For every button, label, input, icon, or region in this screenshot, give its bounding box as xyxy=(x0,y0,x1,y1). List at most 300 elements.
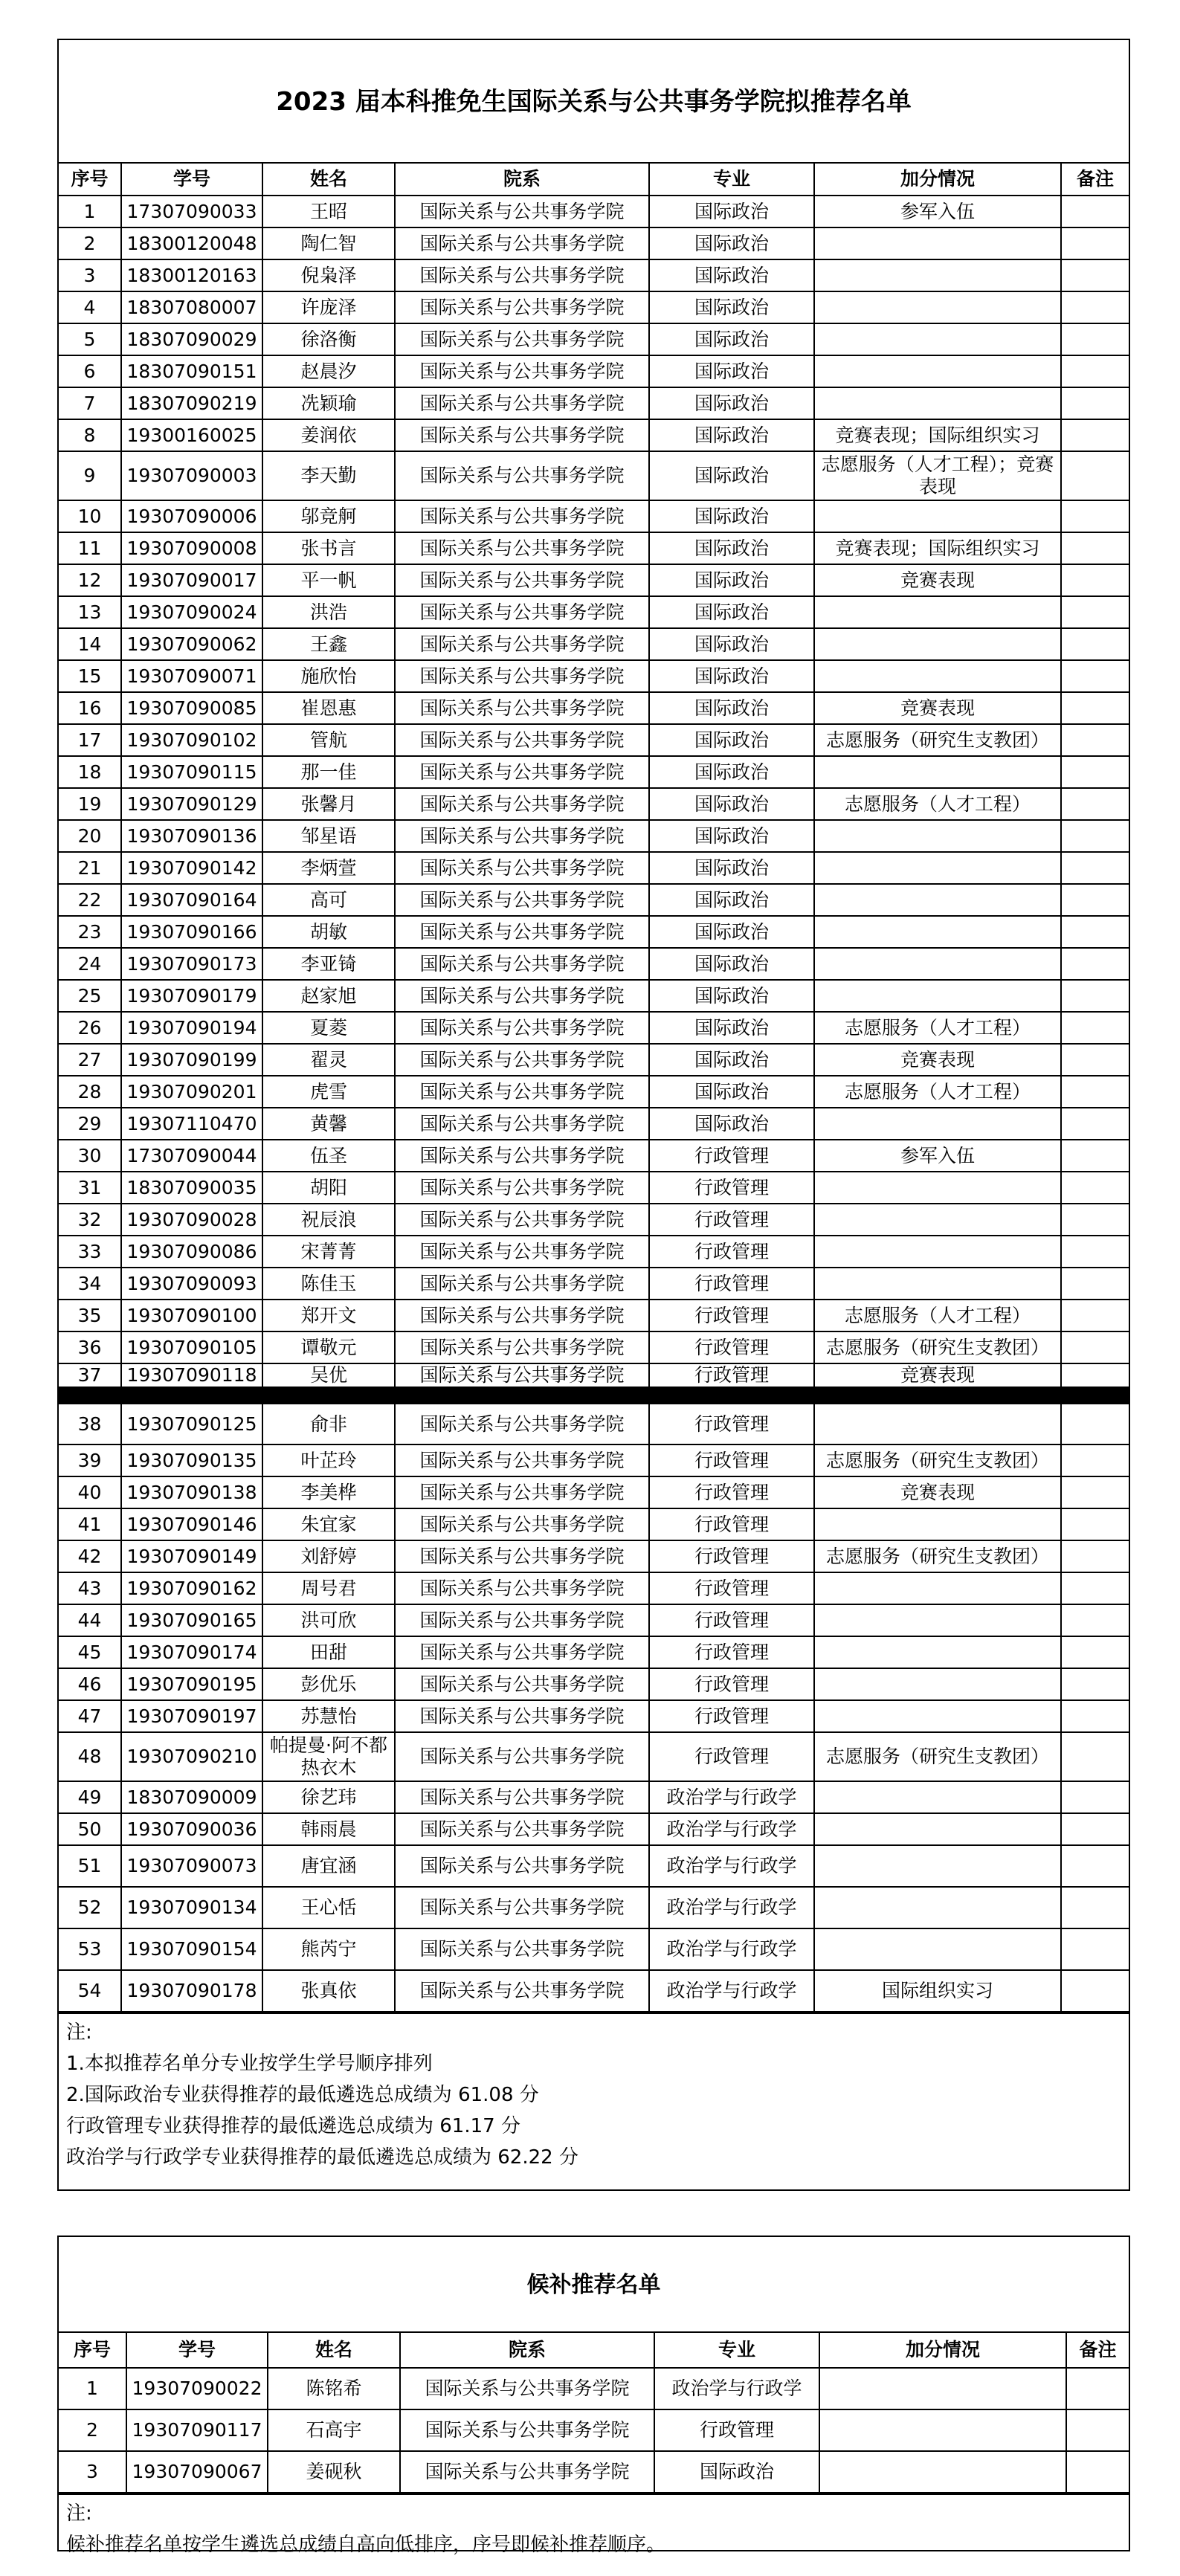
table-row xyxy=(59,1781,1129,1813)
table-row xyxy=(59,387,1129,419)
cell-student-id: 19307090102 xyxy=(121,724,262,756)
cell-name: 张真依 xyxy=(262,1970,395,2012)
cell-bonus: 志愿服务（人才工程） xyxy=(814,788,1061,820)
cell-remarks xyxy=(1061,291,1129,323)
cell-name: 黄馨 xyxy=(262,1108,395,1140)
cell-student-id: 19307090134 xyxy=(121,1887,262,1928)
cell-index: 14 xyxy=(59,628,121,660)
cell-department: 国际关系与公共事务学院 xyxy=(400,2409,654,2451)
table-row xyxy=(59,1012,1129,1044)
cell-student-id: 19307090165 xyxy=(121,1604,262,1636)
cell-bonus: 竞赛表现；国际组织实习 xyxy=(814,419,1061,451)
column-header: 序号 xyxy=(59,2333,126,2368)
cell-name: 虎雪 xyxy=(262,1076,395,1108)
cell-student-id: 19307090036 xyxy=(121,1813,262,1845)
table-row xyxy=(59,1268,1129,1300)
table-row xyxy=(59,355,1129,387)
cell-bonus xyxy=(814,1268,1061,1300)
cell-student-id: 19307090085 xyxy=(121,692,262,724)
cell-bonus xyxy=(814,948,1061,980)
cell-remarks xyxy=(1061,1204,1129,1236)
cell-index: 11 xyxy=(59,532,121,564)
cell-index: 28 xyxy=(59,1076,121,1108)
cell-department: 国际关系与公共事务学院 xyxy=(395,980,649,1012)
table-row xyxy=(59,1700,1129,1732)
cell-student-id: 19307090062 xyxy=(121,628,262,660)
cell-index: 50 xyxy=(59,1813,121,1845)
cell-name: 施欣怡 xyxy=(262,660,395,692)
cell-index: 41 xyxy=(59,1508,121,1540)
table-row xyxy=(59,451,1129,500)
cell-student-id: 19307090117 xyxy=(126,2409,268,2451)
cell-department: 国际关系与公共事务学院 xyxy=(395,227,649,259)
table-row xyxy=(59,1363,1129,1395)
cell-remarks xyxy=(1061,1572,1129,1604)
cell-student-id: 18307090009 xyxy=(121,1781,262,1813)
cell-index: 42 xyxy=(59,1540,121,1572)
cell-name: 朱宜家 xyxy=(262,1508,395,1540)
cell-major: 行政管理 xyxy=(649,1508,814,1540)
table-row xyxy=(59,948,1129,980)
cell-index: 26 xyxy=(59,1012,121,1044)
cell-major: 政治学与行政学 xyxy=(649,1887,814,1928)
cell-bonus: 竞赛表现；国际组织实习 xyxy=(814,532,1061,564)
cell-student-id: 19307090024 xyxy=(121,596,262,628)
note-line: 行政管理专业获得推荐的最低遴选总成绩为 61.17 分 xyxy=(66,2115,520,2137)
cell-student-id: 19307090086 xyxy=(121,1236,262,1268)
table-row xyxy=(59,1331,1129,1363)
cell-name: 陶仁智 xyxy=(262,227,395,259)
cell-major: 行政管理 xyxy=(649,1476,814,1508)
cell-index: 30 xyxy=(59,1140,121,1172)
cell-index: 35 xyxy=(59,1300,121,1331)
cell-department: 国际关系与公共事务学院 xyxy=(395,1444,649,1476)
column-header: 姓名 xyxy=(268,2333,400,2368)
cell-major: 行政管理 xyxy=(649,1140,814,1172)
cell-department: 国际关系与公共事务学院 xyxy=(395,419,649,451)
cell-student-id: 19300160025 xyxy=(121,419,262,451)
cell-student-id: 18307090219 xyxy=(121,387,262,419)
cell-student-id: 19307090017 xyxy=(121,564,262,596)
cell-bonus xyxy=(814,291,1061,323)
cell-student-id: 18307090151 xyxy=(121,355,262,387)
cell-remarks xyxy=(1061,532,1129,564)
table-row xyxy=(59,532,1129,564)
table-row xyxy=(59,1540,1129,1572)
cell-bonus xyxy=(814,1236,1061,1268)
column-header: 备注 xyxy=(1066,2333,1129,2368)
cell-bonus xyxy=(814,884,1061,916)
cell-remarks xyxy=(1066,2451,1129,2493)
cell-remarks xyxy=(1061,1012,1129,1044)
table-row xyxy=(59,596,1129,628)
cell-student-id: 19307090142 xyxy=(121,852,262,884)
cell-department: 国际关系与公共事务学院 xyxy=(395,1845,649,1887)
cell-name: 赵晨汐 xyxy=(262,355,395,387)
table-row xyxy=(59,692,1129,724)
table-row xyxy=(59,1970,1129,2012)
cell-student-id: 19307090105 xyxy=(121,1331,262,1363)
cell-department: 国际关系与公共事务学院 xyxy=(395,724,649,756)
cell-index: 44 xyxy=(59,1604,121,1636)
cell-bonus: 志愿服务（研究生支教团） xyxy=(814,1444,1061,1476)
cell-bonus: 参军入伍 xyxy=(814,196,1061,227)
cell-department: 国际关系与公共事务学院 xyxy=(395,1204,649,1236)
cell-name: 张书言 xyxy=(262,532,395,564)
column-header: 加分情况 xyxy=(819,2333,1066,2368)
cell-name: 那一佳 xyxy=(262,756,395,788)
cell-index: 2 xyxy=(59,227,121,259)
cell-bonus xyxy=(814,852,1061,884)
cell-name: 胡阳 xyxy=(262,1172,395,1204)
cell-name: 李炳萱 xyxy=(262,852,395,884)
cell-name: 邹星语 xyxy=(262,820,395,852)
table-row xyxy=(59,756,1129,788)
cell-index: 51 xyxy=(59,1845,121,1887)
cell-bonus xyxy=(814,1508,1061,1540)
cell-bonus: 志愿服务（研究生支教团） xyxy=(814,1540,1061,1572)
cell-index: 23 xyxy=(59,916,121,948)
cell-student-id: 19307090135 xyxy=(121,1444,262,1476)
cell-name: 陈铭希 xyxy=(268,2368,400,2409)
table-row xyxy=(59,628,1129,660)
cell-department: 国际关系与公共事务学院 xyxy=(395,1604,649,1636)
cell-remarks xyxy=(1061,1508,1129,1540)
cell-remarks xyxy=(1061,451,1129,500)
cell-major: 政治学与行政学 xyxy=(649,1813,814,1845)
cell-name: 祝辰浪 xyxy=(262,1204,395,1236)
cell-name: 胡敏 xyxy=(262,916,395,948)
table-row xyxy=(59,2368,1129,2409)
cell-index: 24 xyxy=(59,948,121,980)
cell-student-id: 18307080007 xyxy=(121,291,262,323)
cell-student-id: 19307090136 xyxy=(121,820,262,852)
cell-student-id: 19307090194 xyxy=(121,1012,262,1044)
cell-index: 38 xyxy=(59,1395,121,1444)
cell-index: 25 xyxy=(59,980,121,1012)
cell-student-id: 18307090035 xyxy=(121,1172,262,1204)
cell-student-id: 19307090073 xyxy=(121,1845,262,1887)
cell-major: 国际政治 xyxy=(649,692,814,724)
table-row xyxy=(59,1476,1129,1508)
cell-remarks xyxy=(1061,1845,1129,1887)
column-header: 学号 xyxy=(121,164,262,196)
cell-major: 国际政治 xyxy=(649,291,814,323)
cell-department: 国际关系与公共事务学院 xyxy=(395,355,649,387)
cell-bonus: 志愿服务（研究生支教团） xyxy=(814,1732,1061,1781)
cell-student-id: 17307090044 xyxy=(121,1140,262,1172)
table-row xyxy=(59,1845,1129,1887)
main-list-section xyxy=(57,39,1130,2191)
column-header: 学号 xyxy=(126,2333,268,2368)
cell-name: 崔恩惠 xyxy=(262,692,395,724)
column-header: 加分情况 xyxy=(814,164,1061,196)
cell-bonus xyxy=(819,2451,1066,2493)
cell-student-id: 19307090100 xyxy=(121,1300,262,1331)
cell-bonus xyxy=(814,323,1061,355)
cell-bonus xyxy=(814,1572,1061,1604)
cell-index: 29 xyxy=(59,1108,121,1140)
cell-remarks xyxy=(1061,660,1129,692)
cell-remarks xyxy=(1061,1172,1129,1204)
cell-student-id: 19307090093 xyxy=(121,1268,262,1300)
cell-remarks xyxy=(1066,2368,1129,2409)
cell-index: 21 xyxy=(59,852,121,884)
table-row xyxy=(59,323,1129,355)
cell-bonus: 志愿服务（人才工程） xyxy=(814,1300,1061,1331)
table-row xyxy=(59,1140,1129,1172)
cell-index: 43 xyxy=(59,1572,121,1604)
table-row xyxy=(59,1204,1129,1236)
cell-major: 国际政治 xyxy=(649,323,814,355)
cell-index: 27 xyxy=(59,1044,121,1076)
cell-major: 国际政治 xyxy=(649,1076,814,1108)
cell-index: 9 xyxy=(59,451,121,500)
cell-student-id: 19307090071 xyxy=(121,660,262,692)
cell-remarks xyxy=(1061,1732,1129,1781)
cell-department: 国际关系与公共事务学院 xyxy=(395,500,649,532)
cell-major: 行政管理 xyxy=(649,1172,814,1204)
table-row xyxy=(59,227,1129,259)
cell-index: 39 xyxy=(59,1444,121,1476)
cell-name: 管航 xyxy=(262,724,395,756)
cell-index: 54 xyxy=(59,1970,121,2012)
cell-major: 行政管理 xyxy=(649,1572,814,1604)
cell-bonus: 志愿服务（研究生支教团） xyxy=(814,1331,1061,1363)
cell-student-id: 19307090008 xyxy=(121,532,262,564)
cell-index: 5 xyxy=(59,323,121,355)
cell-major: 国际政治 xyxy=(649,1108,814,1140)
cell-index: 18 xyxy=(59,756,121,788)
cell-name: 陈佳玉 xyxy=(262,1268,395,1300)
column-header: 姓名 xyxy=(262,164,395,196)
cell-student-id: 19307090195 xyxy=(121,1668,262,1700)
cell-major: 国际政治 xyxy=(649,916,814,948)
table-row xyxy=(59,500,1129,532)
table-row xyxy=(59,1395,1129,1444)
cell-remarks xyxy=(1061,1970,1129,2012)
cell-index: 33 xyxy=(59,1236,121,1268)
cell-remarks xyxy=(1061,1887,1129,1928)
cell-major: 国际政治 xyxy=(649,660,814,692)
cell-bonus xyxy=(814,1845,1061,1887)
cell-name: 高可 xyxy=(262,884,395,916)
cell-bonus xyxy=(814,1204,1061,1236)
cell-bonus xyxy=(814,756,1061,788)
cell-index: 6 xyxy=(59,355,121,387)
cell-major: 国际政治 xyxy=(649,355,814,387)
cell-department: 国际关系与公共事务学院 xyxy=(395,1887,649,1928)
cell-department: 国际关系与公共事务学院 xyxy=(400,2368,654,2409)
cell-remarks xyxy=(1061,628,1129,660)
cell-bonus xyxy=(814,227,1061,259)
table-row xyxy=(59,1887,1129,1928)
cell-remarks xyxy=(1066,2409,1129,2451)
cell-major: 行政管理 xyxy=(649,1204,814,1236)
cell-name: 吴优 xyxy=(262,1363,395,1395)
table-row xyxy=(59,1732,1129,1781)
cell-department: 国际关系与公共事务学院 xyxy=(395,820,649,852)
cell-major: 行政管理 xyxy=(649,1604,814,1636)
cell-student-id: 19307090146 xyxy=(121,1508,262,1540)
cell-department: 国际关系与公共事务学院 xyxy=(395,852,649,884)
cell-major: 国际政治 xyxy=(649,628,814,660)
column-header: 序号 xyxy=(59,164,121,196)
cell-major: 国际政治 xyxy=(649,387,814,419)
cell-index: 53 xyxy=(59,1928,121,1970)
cell-department: 国际关系与公共事务学院 xyxy=(395,1508,649,1540)
cell-student-id: 19307090199 xyxy=(121,1044,262,1076)
cell-name: 刘舒婷 xyxy=(262,1540,395,1572)
cell-index: 2 xyxy=(59,2409,126,2451)
cell-department: 国际关系与公共事务学院 xyxy=(395,291,649,323)
cell-major: 国际政治 xyxy=(649,1012,814,1044)
cell-student-id: 19307090174 xyxy=(121,1636,262,1668)
alternate-title: 候补推荐名单 xyxy=(59,2237,1129,2333)
cell-name: 洪可欣 xyxy=(262,1604,395,1636)
table-row xyxy=(59,916,1129,948)
cell-name: 俞非 xyxy=(262,1395,395,1444)
note-line: 政治学与行政学专业获得推荐的最低遴选总成绩为 62.22 分 xyxy=(66,2146,578,2169)
cell-department: 国际关系与公共事务学院 xyxy=(395,1476,649,1508)
cell-bonus: 竞赛表现 xyxy=(814,1363,1061,1395)
cell-major: 行政管理 xyxy=(649,1363,814,1395)
cell-name: 倪枭泽 xyxy=(262,259,395,291)
cell-department: 国际关系与公共事务学院 xyxy=(395,1636,649,1668)
cell-index: 1 xyxy=(59,2368,126,2409)
cell-name: 叶芷玲 xyxy=(262,1444,395,1476)
table-row xyxy=(59,788,1129,820)
note-line: 候补推荐名单按学生遴选总成绩自高向低排序，序号即候补推荐顺序。 xyxy=(66,2534,666,2556)
cell-student-id: 19307090138 xyxy=(121,1476,262,1508)
cell-major: 政治学与行政学 xyxy=(649,1845,814,1887)
cell-bonus xyxy=(819,2409,1066,2451)
cell-department: 国际关系与公共事务学院 xyxy=(395,1572,649,1604)
cell-name: 翟灵 xyxy=(262,1044,395,1076)
table-row xyxy=(59,1508,1129,1540)
cell-department: 国际关系与公共事务学院 xyxy=(395,564,649,596)
cell-remarks xyxy=(1061,1363,1129,1395)
cell-department: 国际关系与公共事务学院 xyxy=(400,2451,654,2493)
cell-student-id: 19307090166 xyxy=(121,916,262,948)
cell-name: 田甜 xyxy=(262,1636,395,1668)
cell-department: 国际关系与公共事务学院 xyxy=(395,196,649,227)
cell-major: 行政管理 xyxy=(649,1636,814,1668)
cell-student-id: 19307090173 xyxy=(121,948,262,980)
cell-department: 国际关系与公共事务学院 xyxy=(395,692,649,724)
cell-bonus xyxy=(814,1781,1061,1813)
cell-index: 1 xyxy=(59,196,121,227)
cell-bonus: 竞赛表现 xyxy=(814,692,1061,724)
cell-bonus xyxy=(814,500,1061,532)
cell-major: 国际政治 xyxy=(649,884,814,916)
cell-bonus: 志愿服务（人才工程）；竞赛表现 xyxy=(814,451,1061,500)
column-header: 备注 xyxy=(1061,164,1129,196)
cell-index: 13 xyxy=(59,596,121,628)
cell-major: 国际政治 xyxy=(649,788,814,820)
cell-department: 国际关系与公共事务学院 xyxy=(395,1363,649,1395)
cell-name: 熊芮宁 xyxy=(262,1928,395,1970)
cell-remarks xyxy=(1061,820,1129,852)
cell-bonus xyxy=(814,1928,1061,1970)
cell-name: 宋菁菁 xyxy=(262,1236,395,1268)
cell-name: 李亚锜 xyxy=(262,948,395,980)
cell-student-id: 19307090129 xyxy=(121,788,262,820)
note-line: 注: xyxy=(66,2021,92,2044)
cell-index: 31 xyxy=(59,1172,121,1204)
cell-index: 49 xyxy=(59,1781,121,1813)
alternate-list-section xyxy=(57,2236,1130,2556)
cell-student-id: 19307090067 xyxy=(126,2451,268,2493)
cell-department: 国际关系与公共事务学院 xyxy=(395,1395,649,1444)
cell-major: 行政管理 xyxy=(649,1668,814,1700)
cell-bonus xyxy=(814,628,1061,660)
cell-remarks xyxy=(1061,1108,1129,1140)
cell-remarks xyxy=(1061,1044,1129,1076)
cell-department: 国际关系与公共事务学院 xyxy=(395,1300,649,1331)
cell-name: 姜砚秋 xyxy=(268,2451,400,2493)
cell-department: 国际关系与公共事务学院 xyxy=(395,756,649,788)
cell-remarks xyxy=(1061,1781,1129,1813)
cell-department: 国际关系与公共事务学院 xyxy=(395,1076,649,1108)
cell-name: 徐洛衡 xyxy=(262,323,395,355)
cell-major: 行政管理 xyxy=(654,2409,819,2451)
table-row xyxy=(59,291,1129,323)
main-table xyxy=(59,164,1129,2012)
cell-bonus xyxy=(814,1172,1061,1204)
cell-remarks xyxy=(1061,948,1129,980)
cell-remarks xyxy=(1061,788,1129,820)
cell-major: 国际政治 xyxy=(649,724,814,756)
cell-index: 20 xyxy=(59,820,121,852)
cell-student-id: 19307090115 xyxy=(121,756,262,788)
table-row xyxy=(59,1172,1129,1204)
cell-index: 17 xyxy=(59,724,121,756)
cell-index: 37 xyxy=(59,1363,121,1395)
cell-index: 8 xyxy=(59,419,121,451)
cell-major: 国际政治 xyxy=(649,948,814,980)
cell-bonus: 志愿服务（研究生支教团） xyxy=(814,724,1061,756)
cell-remarks xyxy=(1061,1476,1129,1508)
cell-name: 李美桦 xyxy=(262,1476,395,1508)
cell-department: 国际关系与公共事务学院 xyxy=(395,628,649,660)
cell-index: 32 xyxy=(59,1204,121,1236)
cell-remarks xyxy=(1061,196,1129,227)
table-row xyxy=(59,1444,1129,1476)
cell-bonus xyxy=(814,1395,1061,1444)
table-row xyxy=(59,1108,1129,1140)
cell-bonus xyxy=(814,980,1061,1012)
cell-name: 夏菱 xyxy=(262,1012,395,1044)
cell-bonus: 竞赛表现 xyxy=(814,1476,1061,1508)
cell-remarks xyxy=(1061,1604,1129,1636)
cell-remarks xyxy=(1061,1444,1129,1476)
cell-bonus xyxy=(814,1604,1061,1636)
cell-remarks xyxy=(1061,1540,1129,1572)
table-row xyxy=(59,1928,1129,1970)
cell-name: 张馨月 xyxy=(262,788,395,820)
cell-remarks xyxy=(1061,1236,1129,1268)
cell-major: 政治学与行政学 xyxy=(649,1928,814,1970)
table-row xyxy=(59,1668,1129,1700)
cell-remarks xyxy=(1061,724,1129,756)
cell-name: 平一帆 xyxy=(262,564,395,596)
table-row xyxy=(59,724,1129,756)
column-header: 院系 xyxy=(395,164,649,196)
cell-department: 国际关系与公共事务学院 xyxy=(395,387,649,419)
cell-major: 国际政治 xyxy=(649,500,814,532)
cell-student-id: 19307090197 xyxy=(121,1700,262,1732)
